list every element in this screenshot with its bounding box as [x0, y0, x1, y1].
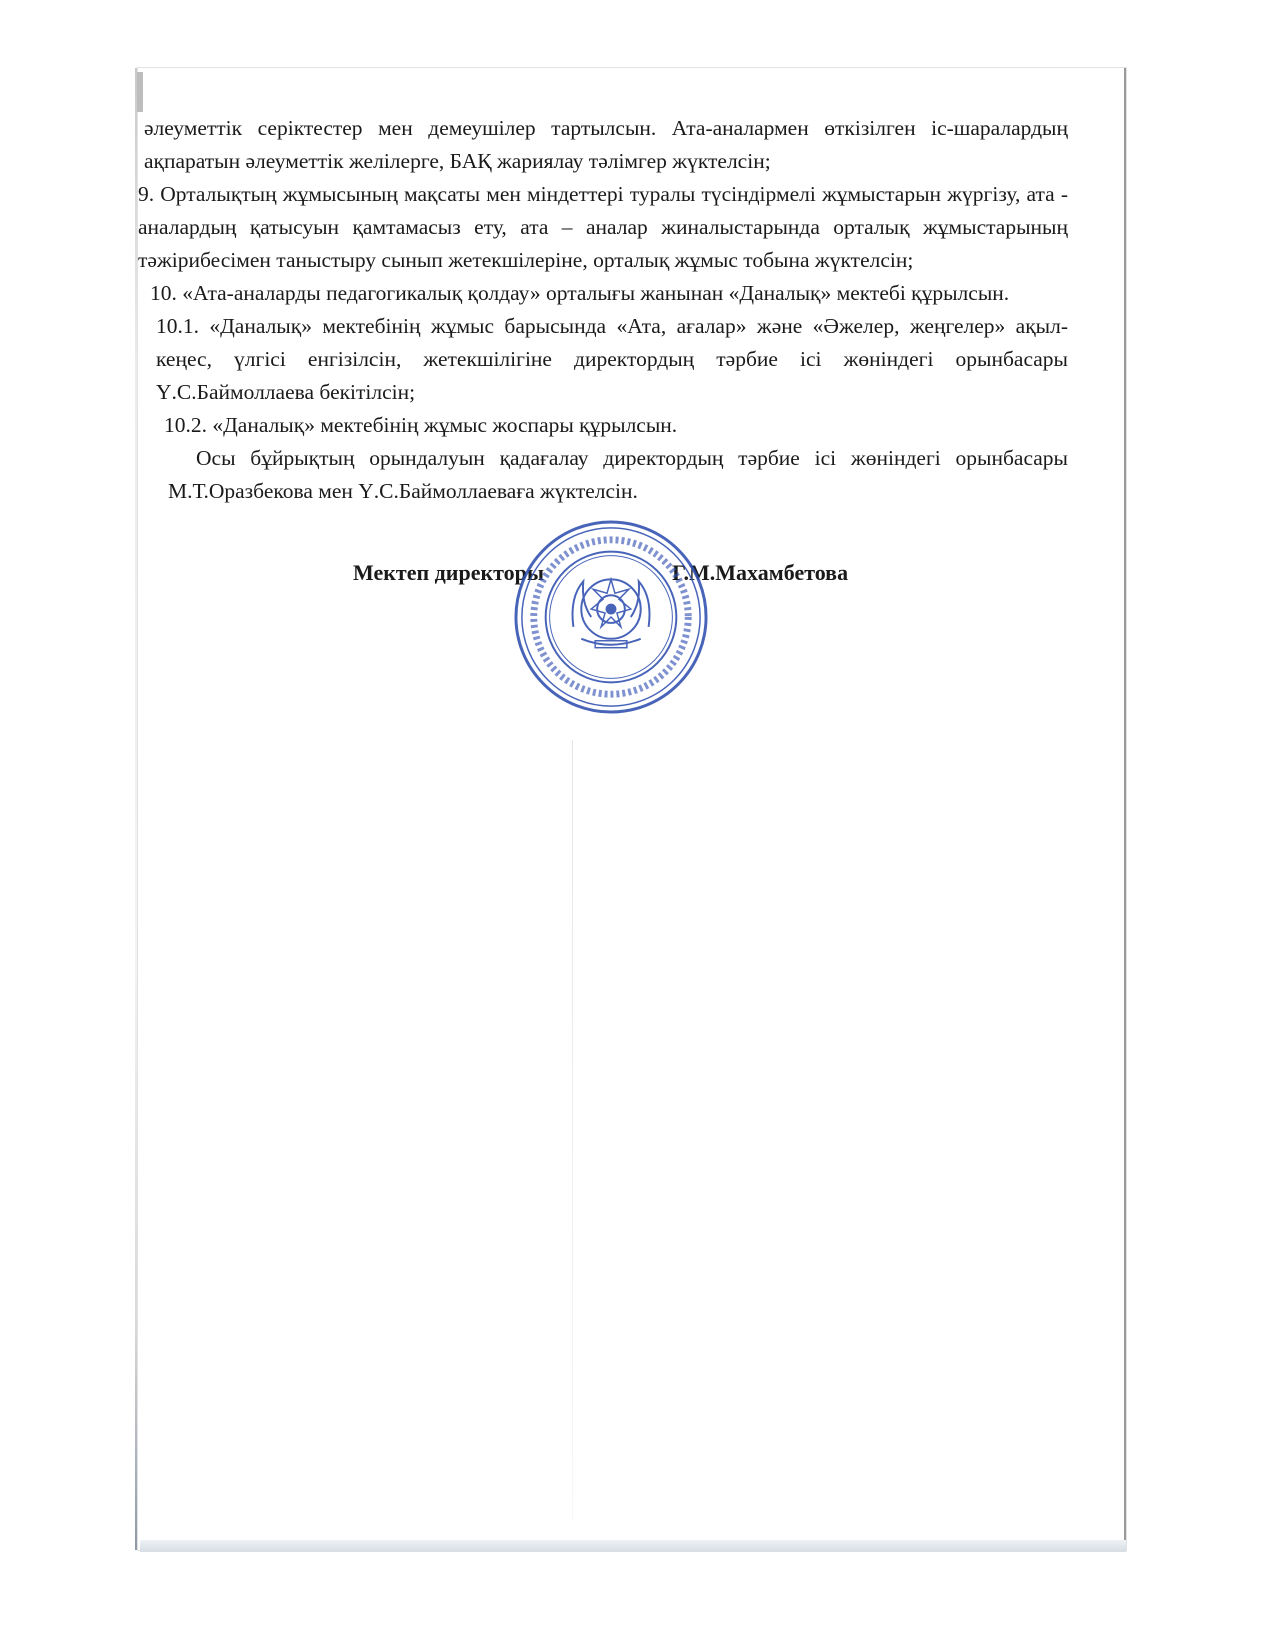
page-fold-line: [572, 740, 573, 1520]
paragraph-control-clause: Осы бұйрықтың орындалуын қадағалау директордың тәрбие ісі жөніндегі орынбасары М.Т.Оразбекова мен Ү.С.Баймоллаеваға жүктелсін.: [168, 446, 1068, 503]
paragraph-item-10: 10. «Ата-аналарды педагогикалық қолдау» орталығы жанынан «Даналық» мектебі құрылсын.: [150, 281, 1010, 305]
paragraph-continuation: әлеуметтік серіктестер мен демеушілер тартылсын. Ата-аналармен өткізілген іс-шаралардың ақпаратын әлеуметтік желілерге, БАҚ жариялау тәлімгер жүктелсін;: [144, 116, 1068, 173]
signature-title: Мектеп директоры: [353, 560, 545, 585]
paragraph-item-10-2: 10.2. «Даналық» мектебінің жұмыс жоспары құрылсын.: [164, 413, 678, 437]
scan-corner-mark: [137, 72, 143, 112]
page-bottom-shadow: [140, 1540, 1126, 1552]
paragraph-item-10-1: 10.1. «Даналық» мектебінің жұмыс барысында «Ата, ағалар» және «Әжелер, жеңгелер» ақыл-кеңес, үлгісі енгізілсін, жетекшілігіне директордың тәрбие ісі жөніндегі орынбасары Ү.С.Баймоллаева бекітілсін;: [156, 314, 1068, 404]
document-body: [138, 112, 1068, 508]
state-emblem-seal-icon: [512, 518, 710, 716]
paragraph-item-9: 9. Орталықтың жұмысының мақсаты мен міндеттері туралы түсіндірмелі жұмыстарын жүргізу, ата - аналардың қатысуын қамтамасыз ету, ата – аналар жиналыстарында орталық жұмыстарының тәжірибесімен таныстыру сынып жетекшілеріне, орталық жұмыс тобына жүктелсін;: [138, 182, 1068, 272]
signature-name: Г.М.Махамбетова: [672, 560, 849, 585]
